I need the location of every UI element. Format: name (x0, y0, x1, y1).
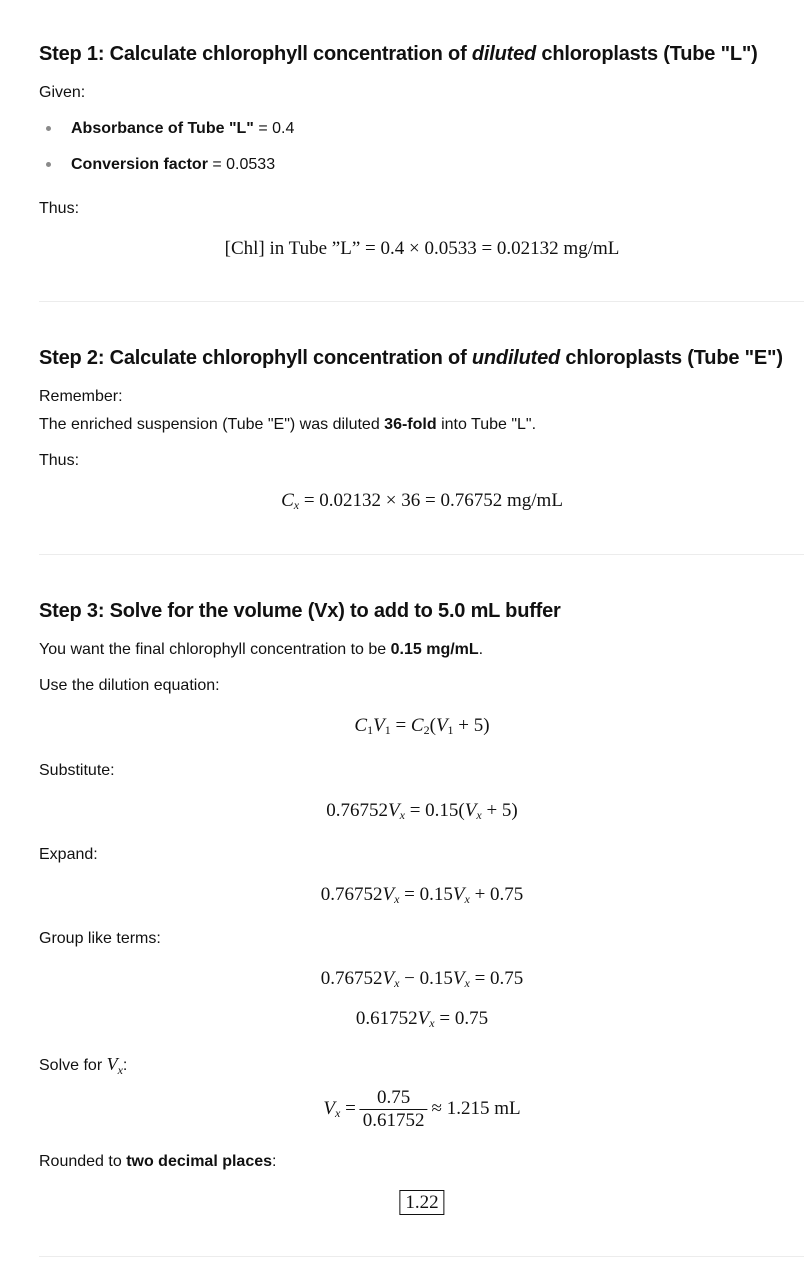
solve-label: Solve for $V_x$: (39, 1054, 128, 1078)
equation-cx: $C_x = 0.02132 \times 36 = 0.76752$ mg/mL (281, 490, 563, 512)
equation-dilution: $C_1V_1 = C_2(V_1 + 5)$ (354, 715, 490, 737)
fraction (360, 1087, 428, 1132)
step2-heading: Step 2: Calculate chlorophyll concentration of undiluted chloroplasts (Tube "E") (39, 347, 783, 369)
section-divider (39, 554, 804, 555)
final-answer-box: 1.22 (399, 1190, 444, 1215)
equation-substitute: $0.76752V_x = 0.15(V_x + 5)$ (326, 800, 518, 822)
list-item-absorbance: Absorbance of Tube "L" = 0.4 (71, 120, 295, 137)
equation-group: $0.76752V_x - 0.15V_x = 0.75$ (320, 968, 524, 990)
equation-solve: $V_x$ = $\frac{0.75}{0.61752}$ ≈ 1.215 mL (323, 1087, 521, 1131)
fraction-numerator: 0.75 (360, 1087, 428, 1110)
equation-chl-tube-l: [Chl] in Tube ”L” = 0.4 × 0.0533 = 0.02132 mg/mL (224, 238, 620, 259)
step3-heading: Step 3: Solve for the volume (Vx) to add to 5.0 mL buffer (39, 600, 561, 622)
section-divider (39, 1256, 804, 1257)
group-label: Group like terms: (39, 930, 161, 947)
section-divider (39, 301, 804, 302)
thus-label: Thus: (39, 200, 80, 217)
list-item-conversion-factor: Conversion factor = 0.0533 (71, 156, 276, 173)
step1-heading: Step 1: Calculate chlorophyll concentration of diluted chloroplasts (Tube "L") (39, 43, 758, 65)
bullet-icon (46, 126, 51, 131)
fraction-denominator: 0.61752 (362, 1110, 425, 1131)
target-concentration-text: You want the final chlorophyll concentration to be 0.15 mg/mL. (39, 641, 484, 658)
final-answer (399, 1192, 444, 1214)
equation-expand: $0.76752V_x = 0.15V_x + 0.75$ (320, 884, 524, 906)
rounded-text: Rounded to two decimal places: (39, 1153, 277, 1170)
thus-label: Thus: (39, 452, 80, 469)
substitute-label: Substitute: (39, 762, 115, 779)
use-label: Use the dilution equation: (39, 677, 220, 694)
given-label: Given: (39, 84, 86, 101)
expand-label: Expand: (39, 846, 98, 863)
remember-label: Remember: (39, 388, 123, 405)
bullet-icon (46, 162, 51, 167)
equation-simplified: $0.61752V_x = 0.75$ (355, 1008, 489, 1030)
dilution-note: The enriched suspension (Tube "E") was diluted 36-fold into Tube "L". (39, 416, 537, 433)
